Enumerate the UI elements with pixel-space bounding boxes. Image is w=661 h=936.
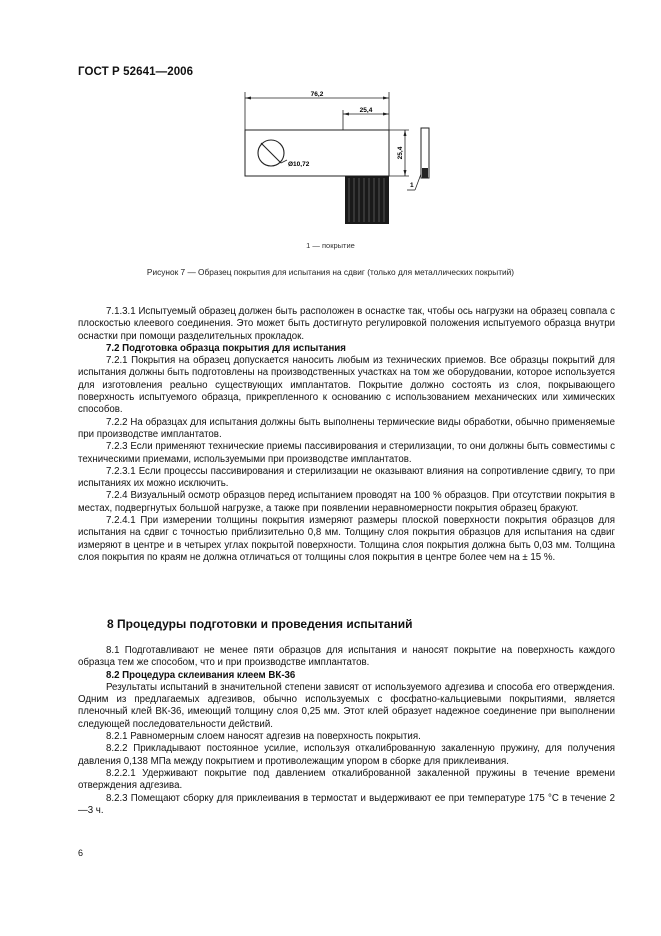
paragraph: 7.2.4 Визуальный осмотр образцов перед испытанием проводят на 100 % образцов. При отсутствии покрытия в местах, подвергнутых большой нагрузке, а также при появлении неравномерности покрытия образец бракуют. <box>78 490 615 514</box>
paragraph: Результаты испытаний в значительной степени зависят от используемого адгезива и способа его отверждения. Одним из предлагаемых адгезивов, обычно используемых с фосфатно-кальциевыми покрытиями, является пленочный клей ВК-36, имеющий толщину слоя 0,25 мм. Этот клей образует надежное соединение при выполнении следующей последовательности действий. <box>78 681 615 730</box>
paragraph: 7.2.3.1 Если процессы пассивирования и стерилизации не оказывают влияния на сопротивление сдвигу, то при испытаниях их можно исключить. <box>78 465 615 490</box>
figure-caption: Рисунок 7 — Образец покрытия для испытания на сдвиг (только для металлических покрытий) <box>146 267 515 277</box>
coating-patch <box>345 176 389 224</box>
section-title: 8 Процедуры подготовки и проведения испытаний <box>107 617 413 631</box>
standard-header: ГОСТ Р 52641—2006 <box>78 66 194 78</box>
paragraph: 7.1.3.1 Испытуемый образец должен быть расположен в оснастке так, чтобы ось нагрузки на образец совпала с плоскостью клеевого соединения. Это может быть достигнуто регулировкой положения испытуемого образца внутри оснастки при помощи разделительных прокладок. <box>78 306 615 342</box>
paragraph: 7.2.2 На образцах для испытания должны быть выполнены термические виды обработки, обычно применяемые при производстве имплантатов. <box>78 416 615 440</box>
paragraph: 7.2.1 Покрытия на образец допускается наносить любым из технических приемов. Все образцы покрытий для испытания должны быть подготовлены на производственных участках на том же оборудовании, которое используется для изготовления реально существующих имплантатов. Покрытие должно состоять из слоя, покрывающего поверхность испытуемого образца, прикрепленного к основанию с использованием механических или химических способов. <box>78 355 615 416</box>
paragraph: 7.2.4.1 При измерении толщины покрытия измеряют размеры плоской поверхности покрытия образцов для испытания на сдвиг с точностью приблизительно 0,8 мм. Толщину слоя покрытия образцов для испытания на сдвиг измеряют в центре и в четырех углах покрытой поверхности. Толщина слоя покрытия должна быть 0,03 мм. Толщина слоя покрытия по краям не должна отличаться от толщины слоя покрытия в центре более чем на ± 15 %. <box>78 515 615 563</box>
paragraph: 8.2.3 Помещают сборку для приклеивания в термостат и выдерживают ее при температуре 175 °С в течение 2—3 ч. <box>78 792 615 816</box>
paragraph: 7.2.3 Если применяют технические приемы пассивирования и стерилизации, то они должны быть совместимы с техническими приемами, используемыми при производстве имплантатов. <box>78 441 615 465</box>
subsection-heading: 7.2 Подготовка образца покрытия для испытания <box>106 342 346 354</box>
dim-offset-label: 25,4 <box>359 107 373 114</box>
paragraph: 8.1 Подготавливают не менее пяти образцов для испытания и наносят покрытие на поверхность каждого образца тем же способом, что и при производстве имплантатов. <box>78 645 615 669</box>
figure-shear-specimen <box>235 86 435 256</box>
page-number: 6 <box>78 848 84 858</box>
callout-label: 1 <box>410 182 414 189</box>
specimen-drawing <box>235 86 435 256</box>
subsection-heading: 8.2 Процедура склеивания клеем ВК-36 <box>106 669 296 681</box>
body-text-section-7 <box>78 306 615 564</box>
dim-total-label: 76,2 <box>310 91 324 98</box>
paragraph: 8.2.1 Равномерным слоем наносят адгезив на поверхность покрытия. <box>106 731 421 743</box>
figure-legend: 1 — покрытие <box>306 241 355 250</box>
dim-diameter-label: Ø10,72 <box>288 161 310 168</box>
specimen-body <box>245 130 389 176</box>
dim-height-label: 25,4 <box>397 146 404 160</box>
paragraph: 8.2.2 Прикладывают постоянное усилие, используя откалиброванную закаленную пружину, для получения давления 0,138 МПа между покрытием и противолежащим упором в сборке для приклеивания. <box>78 743 615 767</box>
body-text-section-8 <box>78 645 615 817</box>
paragraph: 8.2.2.1 Удерживают покрытие под давлением откалиброванной закаленной пружины в течение времени отверждения адгезива. <box>78 767 615 792</box>
